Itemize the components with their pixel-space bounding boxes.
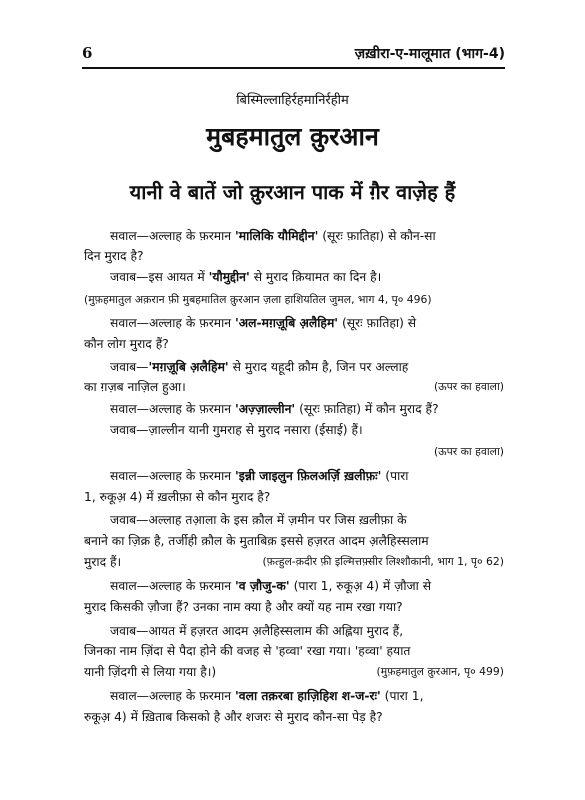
body-line xyxy=(84,421,504,439)
line-text: (सूरः फ़ातिहा) से xyxy=(338,316,417,330)
line-text: जवाब—अल्लाह तआ़ला के इस क़ौल में ज़मीन पर जिस ख़लीफ़ा के xyxy=(110,513,407,527)
page-subtitle: यानी वे बातें जो क़ुरआन पाक में ग़ैर वाज़ेह हैं xyxy=(129,180,456,204)
line-text: 1, रुकूअ़ 4) में ख़लीफ़ा से कौन मुराद है? xyxy=(84,490,271,504)
body-line xyxy=(84,378,504,396)
bismillah: बिस्मिल्लाहिर्रहमानिर्रहीम xyxy=(236,93,349,108)
reference-line xyxy=(84,443,504,461)
reference-text: (फ़त्हुल-क़दीर फ़ी इल्मित्तफ़्सीर लिश्शौकानी, भाग 1, पृ० 62) xyxy=(262,555,504,568)
line-text: मुराद हैं। xyxy=(84,555,122,569)
body-line xyxy=(84,708,504,726)
line-text: सवाल—अल्लाह के फ़रमान xyxy=(110,469,236,483)
body-line xyxy=(84,400,504,418)
line-text: जवाब—ज़ाल्लीन यानी गुमराह से मुराद नसारा (ईसाई) हैं। xyxy=(110,423,363,437)
header-rule xyxy=(82,67,505,69)
quoted-verse: 'इन्नी जाइलुन फ़िलअर्ज़ि ख़लीफ़ः' xyxy=(235,469,382,483)
body-line xyxy=(84,268,504,286)
line-text: (पारा 1, xyxy=(380,689,424,703)
quoted-verse: 'व ज़ौजु-क' xyxy=(235,579,290,593)
body-line xyxy=(84,467,504,485)
line-text: सवाल—अल्लाह के फ़रमान xyxy=(110,229,236,243)
page-header xyxy=(82,44,505,68)
body-line xyxy=(84,598,504,616)
line-text: (पारा xyxy=(381,469,409,483)
reference-text: (ऊपर का हवाला) xyxy=(433,445,504,458)
body-line xyxy=(84,663,504,681)
body-line xyxy=(84,488,504,506)
reference-text: (मुफ़हमातुल क़ुरआन, पृ० 499) xyxy=(376,665,504,678)
line-text: जवाब—आयत में हज़रत आदम अ़लैहिस्सलाम की अह्लिया मुराद हैं, xyxy=(110,624,404,638)
quoted-verse: 'मग़ज़ूबि अ़लैहिम' xyxy=(148,360,229,374)
line-text: दिन मुराद है? xyxy=(84,249,144,263)
line-text: से मुराद यहूदी क़ौम है, जिन पर अल्लाह xyxy=(228,360,409,374)
line-text: सवाल—अल्लाह के फ़रमान xyxy=(110,579,236,593)
line-text: यानी ज़िंदगी से लिया गया है।) xyxy=(84,665,217,679)
line-text: जवाब— xyxy=(110,360,149,374)
body-line xyxy=(84,642,504,660)
body-line xyxy=(84,622,504,640)
line-text: (सूरः फ़ातिहा) से कौन-सा xyxy=(318,229,436,243)
line-text: कौन लोग मुराद हैं? xyxy=(84,337,169,351)
body-line xyxy=(84,577,504,595)
line-text: (पारा 1, रुकूअ़ 4) में ज़ौजा से xyxy=(289,579,432,593)
page-title: मुबहमातुल क़ुरआन xyxy=(206,122,379,151)
quoted-verse: 'वला तक़रबा हाज़िहिश श-ज-रः' xyxy=(235,689,381,703)
body-line xyxy=(84,335,504,353)
line-text: जवाब—इस आयत में xyxy=(110,270,209,284)
page-number: 6 xyxy=(82,44,93,62)
quoted-verse: 'मालिकि यौमिद्दीन' xyxy=(235,229,319,243)
body-line xyxy=(84,532,504,550)
line-text: सवाल—अल्लाह के फ़रमान xyxy=(110,316,236,330)
line-text: (सूरः फ़ातिहा) में कौन मुराद हैं? xyxy=(295,402,439,416)
line-text: सवाल—अल्लाह के फ़रमान xyxy=(110,402,236,416)
running-title: ज़ख़ीरा-ए-मालूमात (भाग-4) xyxy=(354,46,505,62)
reference-text: (ऊपर का हवाला) xyxy=(433,380,504,393)
body-line xyxy=(84,314,504,332)
quoted-verse: 'अज़्ज़ाल्लीन' xyxy=(235,402,296,416)
body-line xyxy=(84,358,504,376)
reference-line xyxy=(84,291,504,309)
line-text: मुराद किसकी ज़ौजा हैं? उनका नाम क्या है और क्यों यह नाम रखा गया? xyxy=(84,600,403,614)
line-text: से मुराद क़ियामत का दिन है। xyxy=(249,270,382,284)
body-line xyxy=(84,511,504,529)
quoted-verse: 'यौमुद्दीन' xyxy=(208,270,250,284)
body-line xyxy=(84,227,504,245)
reference-text: (मुफ़हमातुल अक़रान फ़ी मुबहमातिल क़ुरआन ज़ला हाशियतिल जुमल, भाग 4, पृ० 496) xyxy=(84,293,432,306)
body-line xyxy=(84,687,504,705)
line-text: जिनका नाम ज़िंदा से पैदा होने की वजह से 'हव्वा' रखा गया। 'हव्वा' हयात xyxy=(84,644,411,658)
body-line xyxy=(84,247,504,265)
body-line xyxy=(84,553,504,571)
quoted-verse: 'अल-मग़ज़ूबि अ़लैहिम' xyxy=(235,316,339,330)
line-text: बनाने का ज़िक्र है, तर्जीही क़ौल के मुताबिक़ इससे हज़रत आदम अ़लैहिस्सलाम xyxy=(84,534,429,548)
line-text: सवाल—अल्लाह के फ़रमान xyxy=(110,689,236,703)
line-text: का ग़ज़ब नाज़िल हुआ। xyxy=(84,380,186,394)
line-text: रुकूअ़ 4) में ख़िताब किसको है और शजरः से मुराद कौन-सा पेड़ है? xyxy=(84,710,383,724)
